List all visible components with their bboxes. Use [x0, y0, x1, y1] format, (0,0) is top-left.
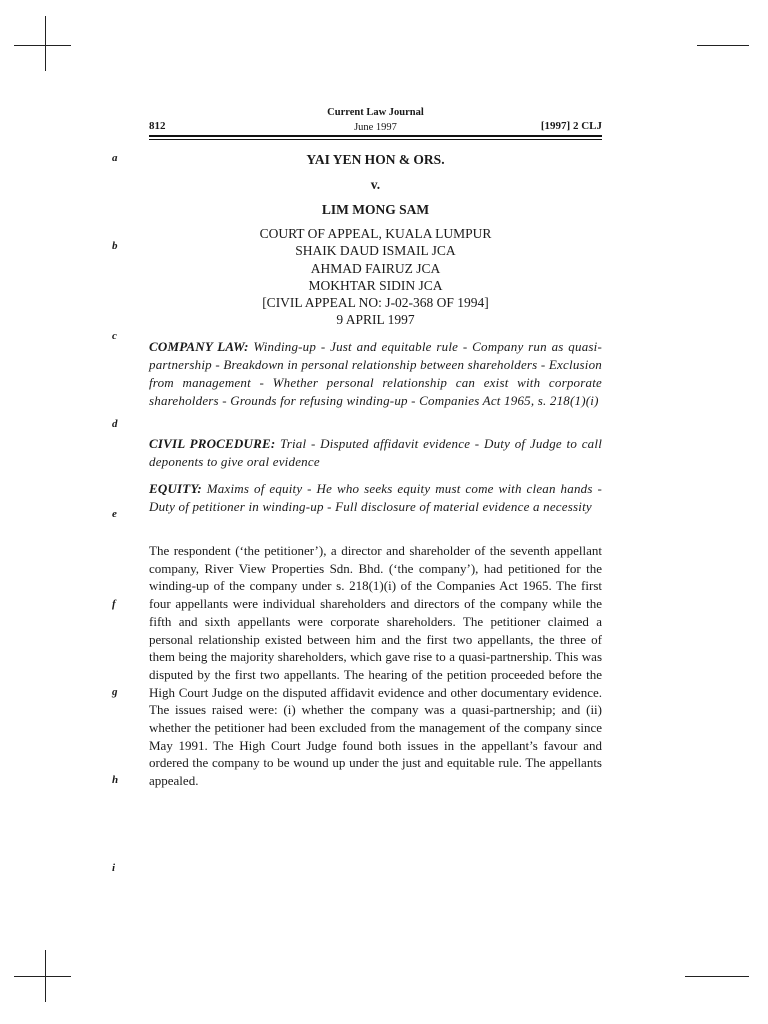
citation: [1997] 2 CLJ — [540, 120, 602, 132]
catchword-heading: EQUITY: — [149, 481, 207, 496]
header-rule — [149, 139, 602, 140]
appellants-name: YAI YEN HON & ORS. — [306, 152, 445, 167]
headnote-paragraph: The respondent (‘the petitioner’), a director and shareholder of the seventh appellant company, River View Properties Sdn. Bhd. (‘the company’), had petitioned for the winding-up of the company under s. 218(1)(i) of the Companies Act 1965. The first four appellants were individual shareholders and directors of the company while the fifth and sixth appellants were corporate shareholders. The petitioner claimed a personal relationship existed between him and the first two appellants, the three of them being the majority shareholders, which gave rise to a quasi-partnership. This was disputed by the first two appellants. The hearing of the petition proceeded before the High Court Judge on the disputed affidavit evidence and other documentary evidence. The issues raised were: (i) whether the company was a quasi-partnership; and (ii) whether the petitioner had been excluded from the management of the company since May 1991. The High Court Judge found both issues in the appellant’s favour and ordered the company to be wound up under the just and equitable rule. The appellants appealed. — [149, 543, 602, 789]
margin-letter: f — [112, 598, 116, 610]
crop-mark-top-left-vertical — [45, 16, 46, 71]
page-number: 812 — [149, 120, 166, 132]
catchword-text: Maxims of equity - He who seeks equity must come with clean hands - Duty of petitioner in winding-up - Full disclosure of material evidence a necessity — [149, 481, 602, 514]
journal-name: Current Law Journal — [327, 107, 424, 118]
crop-mark-top-right-horizontal — [697, 45, 749, 46]
appeal-number: [CIVIL APPEAL NO: J-02-368 OF 1994] — [262, 295, 489, 311]
judge-name: MOKHTAR SIDIN JCA — [308, 277, 443, 293]
catchword-company-law — [149, 338, 602, 410]
crop-mark-bottom-left-horizontal — [14, 976, 71, 977]
court-name: COURT OF APPEAL, KUALA LUMPUR — [259, 226, 492, 241]
margin-letter: h — [112, 774, 119, 786]
crop-mark-bottom-right-horizontal — [685, 976, 749, 977]
margin-letter: e — [112, 508, 117, 520]
crop-mark-top-left-horizontal — [14, 45, 71, 46]
catchword-heading: COMPANY LAW: — [149, 339, 254, 354]
margin-letter: i — [112, 862, 116, 874]
catchword-text: Trial - Disputed affidavit evidence - Duty of Judge to call deponents to give oral evidence — [149, 436, 603, 469]
decision-date: 9 APRIL 1997 — [336, 312, 415, 328]
margin-letter: d — [112, 418, 118, 430]
running-header — [149, 106, 602, 140]
margin-letter: c — [112, 330, 117, 342]
catchword-text: Winding-up - Just and equitable rule - Company run as quasi-partnership - Breakdown in personal relationship between shareholders - Exclusion from management - Whether personal relationship can exist with corporate shareholders - Grounds for refusing winding-up - Companies Act 1965, s. 218(1)(i) — [149, 339, 602, 408]
versus: v. — [370, 177, 381, 192]
margin-letter: b — [112, 240, 118, 252]
margin-letter: a — [112, 152, 118, 164]
header-rule — [149, 135, 602, 137]
judge-name: SHAIK DAUD ISMAIL JCA — [295, 243, 456, 259]
judge-name: AHMAD FAIRUZ JCA — [310, 260, 441, 276]
catchword-civil-procedure — [149, 435, 602, 471]
margin-letter: g — [112, 686, 118, 698]
crop-mark-bottom-left-vertical — [45, 950, 46, 1002]
catchword-equity — [149, 480, 602, 516]
catchword-heading: CIVIL PROCEDURE: — [149, 436, 281, 451]
issue-date: June 1997 — [354, 122, 397, 133]
court-details — [149, 225, 602, 329]
respondent-name: LIM MONG SAM — [321, 202, 430, 217]
